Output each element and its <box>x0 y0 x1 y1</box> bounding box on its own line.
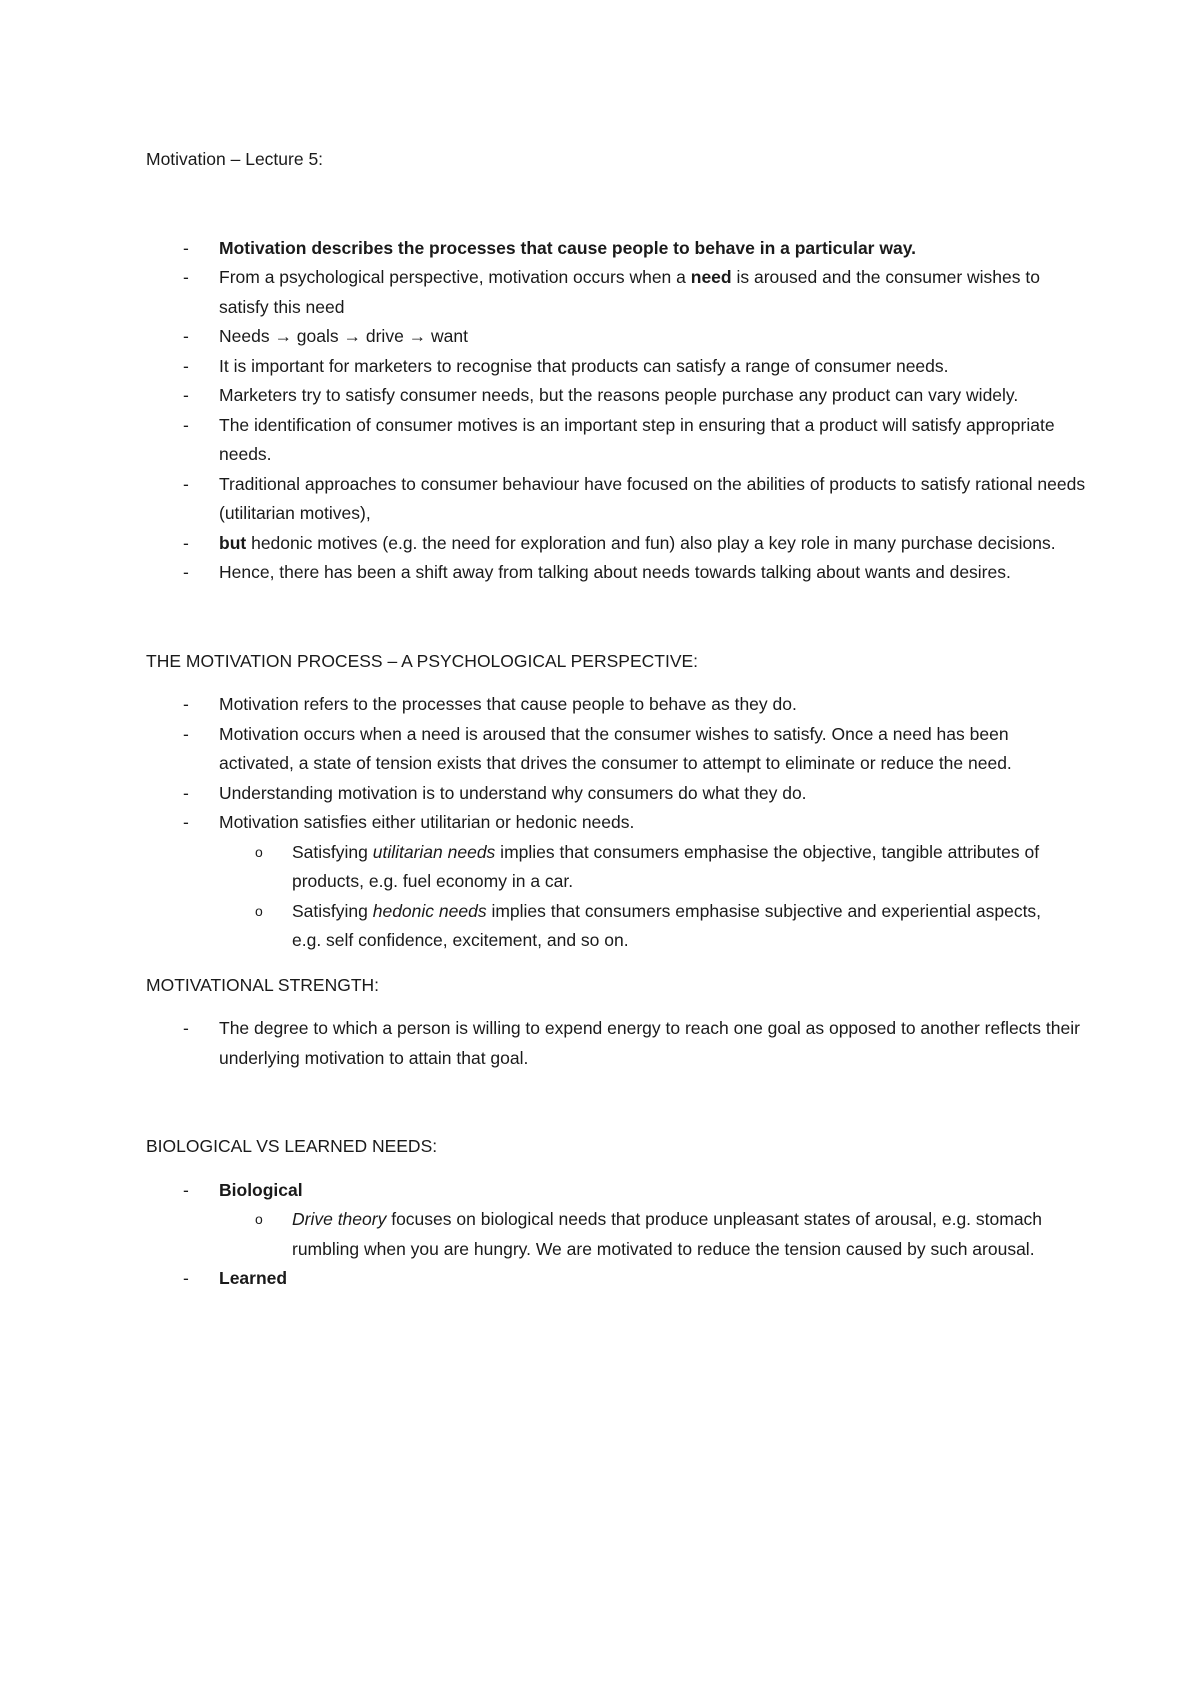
biological-sub-list <box>219 1205 1086 1264</box>
section-heading-motivation-process: THE MOTIVATION PROCESS – A PSYCHOLOGICAL PERSPECTIVE: <box>146 650 699 671</box>
bullet-text: Traditional approaches to consumer behaviour have focused on the abilities of products to satisfy rational needs (utilitarian motives), <box>219 473 1086 523</box>
sub-text-italic: utilitarian needs <box>372 841 496 862</box>
circle-marker: o <box>255 902 263 919</box>
section-heading-biological-vs-learned: BIOLOGICAL VS LEARNED NEEDS: <box>146 1136 438 1156</box>
dash-marker: - <box>183 473 189 494</box>
motivation-process-list <box>146 690 1086 956</box>
needs-type-list <box>146 1176 1086 1294</box>
list-item <box>146 558 1086 588</box>
dash-marker: - <box>183 237 189 258</box>
list-item <box>146 263 1086 322</box>
bullet-text: Motivation satisfies either utilitarian or hedonic needs. <box>219 812 635 832</box>
bullet-text-bold: Learned <box>219 1268 288 1288</box>
sub-list-item <box>219 897 1086 956</box>
list-item <box>146 322 1086 352</box>
bullet-text: Needs → goals → drive → want <box>219 326 468 346</box>
list-item <box>146 720 1086 779</box>
list-item <box>146 529 1086 559</box>
bullet-text: Motivation refers to the processes that cause people to behave as they do. <box>219 694 797 714</box>
dash-marker: - <box>183 1018 189 1038</box>
list-item <box>146 470 1086 529</box>
dash-marker: - <box>183 1179 189 1200</box>
dash-marker: - <box>183 414 189 435</box>
bullet-text: Hence, there has been a shift away from talking about needs towards talking about wants and desires. <box>219 562 1011 582</box>
section-heading-motivational-strength: MOTIVATIONAL STRENGTH: <box>146 974 380 995</box>
intro-bullet-list <box>146 234 1086 588</box>
spacer <box>146 1162 1086 1176</box>
dash-marker: - <box>183 782 189 803</box>
bullet-text: Understanding motivation is to understand why consumers do what they do. <box>219 782 807 803</box>
sub-text: Satisfying <box>292 900 373 921</box>
list-item <box>146 1014 1086 1073</box>
bullet-text-bold: Biological <box>219 1179 303 1200</box>
dash-marker: - <box>183 267 189 287</box>
list-item <box>146 1264 1086 1294</box>
dash-marker: - <box>183 355 189 376</box>
dash-marker: - <box>183 812 189 832</box>
bullet-text: Marketers try to satisfy consumer needs, but the reasons people purchase any product can vary widely. <box>219 385 1019 405</box>
list-item <box>146 779 1086 809</box>
spacer <box>146 1000 1086 1014</box>
list-item <box>146 808 1086 956</box>
list-item <box>146 690 1086 720</box>
dash-marker: - <box>183 694 189 714</box>
needs-sub-list <box>219 838 1086 956</box>
bullet-text: The identification of consumer motives is an important step in ensuring that a product will satisfy appropriate needs. <box>219 414 1055 464</box>
list-item <box>146 411 1086 470</box>
spacer <box>146 588 1086 647</box>
motivational-strength-list <box>146 1014 1086 1073</box>
list-item <box>146 352 1086 382</box>
spacer <box>146 956 1086 971</box>
bullet-text: is aroused and the consumer wishes to satisfy this need <box>219 267 1040 317</box>
list-item <box>146 1176 1086 1265</box>
list-item <box>146 234 1086 264</box>
bullet-text-bold: but <box>219 532 247 553</box>
dash-marker: - <box>183 723 189 744</box>
circle-marker: o <box>255 1211 263 1227</box>
dash-marker: - <box>183 532 189 553</box>
sub-text-italic: Drive theory <box>292 1209 387 1229</box>
sub-text: implies that consumers emphasise the objective, tangible attributes of products, e.g. fuel economy in a car. <box>292 841 1040 891</box>
bullet-text-bold: need <box>690 267 732 287</box>
spacer <box>146 676 1086 690</box>
bullet-text: Motivation occurs when a need is aroused that the consumer wishes to satisfy. Once a need has been activated, a state of tension exists that drives the consumer to attempt to eliminate or reduce the need. <box>219 723 1012 773</box>
bullet-text-bold: Motivation describes the processes that cause people to behave in a particular way. <box>219 237 916 258</box>
sub-list-item <box>219 838 1086 897</box>
sub-text-line: e.g. self confidence, excitement, and so on. <box>292 930 629 950</box>
bullet-text: From a psychological perspective, motivation occurs when a <box>219 267 691 287</box>
spacer <box>146 1073 1086 1132</box>
circle-marker: o <box>255 843 263 860</box>
dash-marker: - <box>183 1268 189 1288</box>
bullet-text: The degree to which a person is willing to expend energy to reach one goal as opposed to another reflects their underlying motivation to attain that goal. <box>219 1018 1080 1068</box>
spacer <box>146 175 1086 234</box>
dash-marker: - <box>183 562 189 582</box>
dash-marker: - <box>183 385 189 405</box>
bullet-text: hedonic motives (e.g. the need for exploration and fun) also play a key role in many purchase decisions. <box>246 532 1056 553</box>
sub-list-item <box>219 1205 1086 1264</box>
document-body <box>146 145 1086 1294</box>
dash-marker: - <box>183 326 189 346</box>
sub-text: Satisfying <box>292 841 373 862</box>
document-title: Motivation – Lecture 5: <box>146 149 324 169</box>
bullet-text: It is important for marketers to recognise that products can satisfy a range of consumer needs. <box>219 355 949 376</box>
sub-text: focuses on biological needs that produce unpleasant states of arousal, e.g. stomach rumbling when you are hungry. We are motivated to reduce the tension caused by such arousal. <box>292 1209 1043 1259</box>
list-item <box>146 381 1086 411</box>
sub-text-italic: hedonic needs <box>372 900 487 921</box>
sub-text: implies that consumers emphasise subjective and experiential aspects, <box>486 900 1042 921</box>
